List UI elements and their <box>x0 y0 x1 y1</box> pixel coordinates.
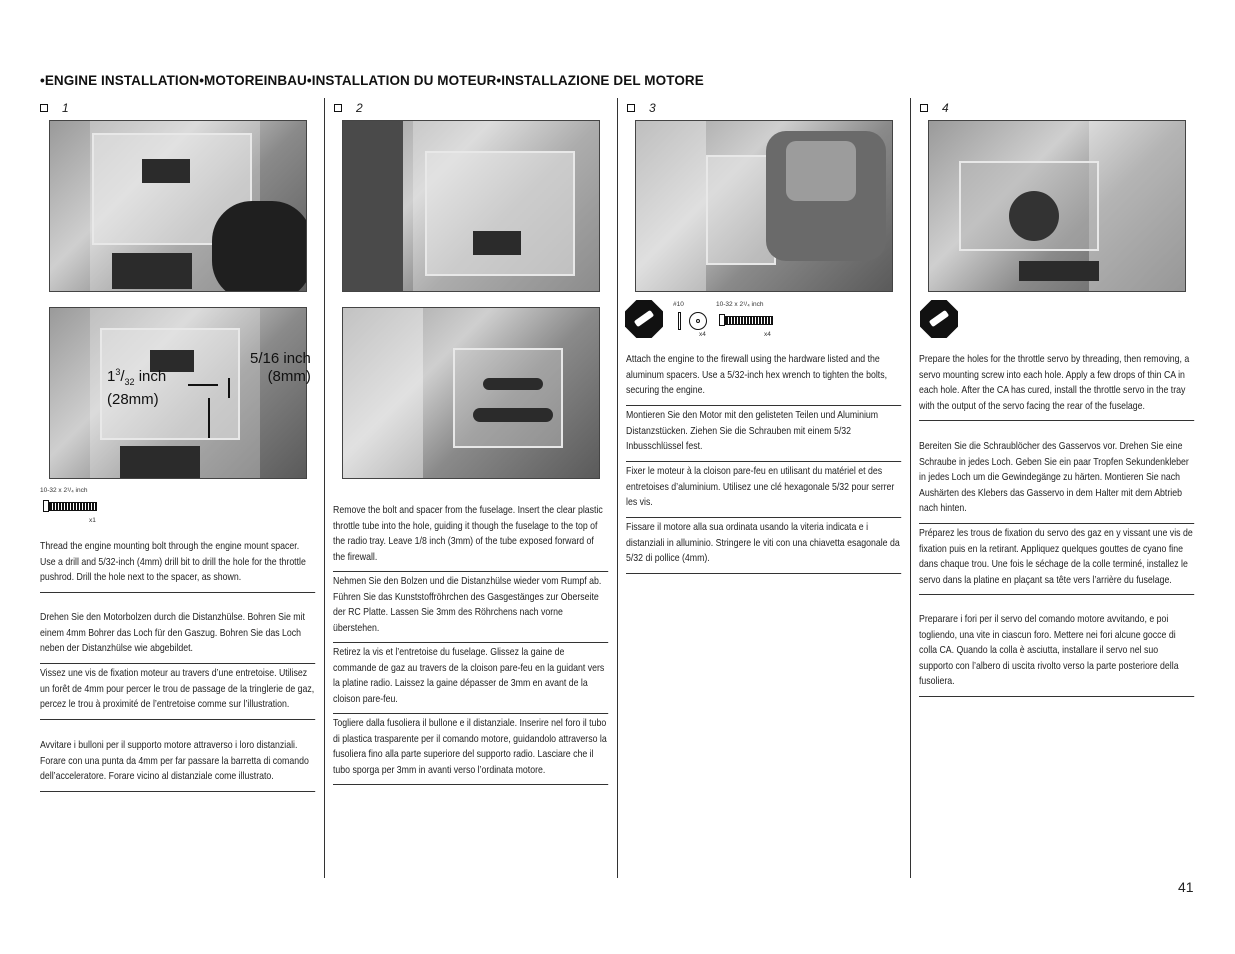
hardware-bolt-label: 10-32 x 2¹/₄ inch <box>40 487 88 494</box>
step-1-text-fr: Vissez une vis de fixation moteur au travers d’une entretoise. Utilisez un forêt de 4mm pour percer le trou de passage de la tringlerie de gaz, percez le trou à proximité de l’entretoise comme sur l’illustration. <box>40 666 315 720</box>
step-3-photo-engine <box>635 120 893 292</box>
step-1-photo-dimensions <box>49 307 307 479</box>
page-number: 41 <box>1178 879 1194 895</box>
step-4-number: 4 <box>942 101 949 115</box>
column-divider <box>617 98 618 878</box>
step-1-number: 1 <box>62 101 69 115</box>
step-3-text-de: Montieren Sie den Motor mit den gelisteten Teilen und Aluminium Distanzstücken. Ziehen Sie die Schrauben mit einem 5/32 Inbusschlüssel fest. <box>626 408 901 462</box>
step-2-photo-interior <box>342 307 600 479</box>
step-3-text-it: Fissare il motore alla sua ordinata usando la viteria indicata e i distanziali in alluminio. Stringere le viti con una chiavetta esagonale da 5/32 di pollice (4mm). <box>626 520 901 574</box>
step-4-text-en: Prepare the holes for the throttle servo by threading, then removing, a servo mounting screw into each hole. Apply a few drops of thin CA in each hole. After the CA has cured, install the throttle servo in the tray with the output of the servo facing the rear of the fuselage. <box>919 352 1194 421</box>
step-4-checkbox[interactable] <box>920 104 928 112</box>
step-2-photo-firewall <box>342 120 600 292</box>
step-2-text-it: Togliere dalla fusoliera il bullone e il distanziale. Inserire nel foro il tubo di plastica trasparente per il comando motore, guidandolo attraverso la fusoliera fino alla parte superiore del supporto radio. Lasciare che il tubo sporga per 3mm in avanti verso l’ordinata motore. <box>333 716 608 785</box>
step-3-checkbox[interactable] <box>627 104 635 112</box>
step-2-text-en: Remove the bolt and spacer from the fuselage. Insert the clear plastic throttle tube into the hole, guiding it though the fuselage to the top of the radio tray. Leave 1/8 inch (3mm) of the tube exposed forward of the firewall. <box>333 503 608 572</box>
step-4-photo-servo-tray <box>928 120 1186 292</box>
step-4-text-fr: Préparez les trous de fixation du servo des gaz en y vissant une vis de fixation puis en la retirant. Appliquez quelques gouttes de cyano fine dans chaque trou. Une fois le séchage de la colle terminé, installez le servo dans la platine en plaçant sa tête vers l’arrière du fuselage. <box>919 526 1194 595</box>
hardware-washer-label: #10 <box>673 301 684 308</box>
step-3-text-fr: Fixer le moteur à la cloison pare-feu en utilisant du matériel et des entretoises d’aluminium. Utilisez une clé hexagonale 5/32 pour serrer les vis. <box>626 464 901 518</box>
step-4-header <box>920 101 949 115</box>
step-2-text-fr: Retirez la vis et l’entretoise du fuselage. Glissez la gaine de commande de gaz au travers de la cloison pare-feu en la guidant vers la platine radio. Laissez la gaine dépasser de 3mm en avant de la cloison pare-feu. <box>333 645 608 714</box>
dimension-label-b: 5/16 inch (8mm) <box>250 350 311 385</box>
bolt-icon <box>719 314 773 326</box>
hardware-bolt-label: 10-32 x 2¹/₄ inch <box>716 301 764 308</box>
step-2-header <box>334 101 363 115</box>
dimension-label-a: $1^3/_{32}$ inch (28mm) <box>107 367 167 408</box>
hardware-washer-qty: x4 <box>699 331 706 338</box>
hardware-bolt-qty: x1 <box>89 517 96 524</box>
bolt-icon <box>43 500 97 512</box>
step-3-header <box>627 101 656 115</box>
column-divider <box>324 98 325 878</box>
ca-glue-icon <box>920 300 958 338</box>
step-4-text-de: Bereiten Sie die Schraublöcher des Gasservos vor. Drehen Sie eine Schraube in jedes Loch. Geben Sie ein paar Tropfen Sekundenkleber in jedes Loch um die Gewindegänge zu härten. Montieren Sie nach Aushärten des Klebers das Gasservo in dem Halter mit dem Abtrieb nach hinten. <box>919 439 1194 524</box>
step-3-text-en: Attach the engine to the firewall using the hardware listed and the aluminum spacers. Use a 5/32-inch hex wrench to tighten the bolts, securing the engine. <box>626 352 901 406</box>
step-2-number: 2 <box>356 101 363 115</box>
step-1-text-en: Thread the engine mounting bolt through the engine mount spacer. Use a drill and 5/32-inch (4mm) drill bit to drill the hole for the throttle pushrod. Drill the hole next to the spacer, as shown. <box>40 539 315 593</box>
page-title: •ENGINE INSTALLATION•MOTOREINBAU•INSTALLATION DU MOTEUR•INSTALLAZIONE DEL MOTORE <box>40 73 704 88</box>
step-1-text-de: Drehen Sie den Motorbolzen durch die Distanzhülse. Bohren Sie mit einem 4mm Bohrer das Loch für den Gaszug. Bohren Sie das Loch neben der Distanzhülse wie abgebildet. <box>40 610 315 664</box>
washer-icon <box>689 312 707 330</box>
hardware-bolt-qty: x4 <box>764 331 771 338</box>
step-1-header <box>40 101 69 115</box>
column-divider <box>910 98 911 878</box>
step-1-text-it: Avvitare i bulloni per il supporto motore attraverso i loro distanziali. Forare con una punta da 4mm per far passare la barretta di comando dell’acceleratore. Forare vicino al distanziale come illustrato. <box>40 738 315 792</box>
step-4-text-it: Preparare i fori per il servo del comando motore avvitando, e poi togliendo, una vite in ciascun foro. Mettere nei fori alcune gocce di colla CA. Quando la colla è asciutta, installare il servo nel suo supporto con l’albero di uscita rivolto verso la parte posteriore della fusoliera. <box>919 612 1194 697</box>
washer-icon <box>678 312 681 330</box>
step-1-checkbox[interactable] <box>40 104 48 112</box>
step-2-text-de: Nehmen Sie den Bolzen und die Distanzhülse wieder vom Rumpf ab. Führen Sie das Kunststoffröhrchen des Gasgestänges zur Oberseite der RC Platte. Lassen Sie 3mm des Röhrchens nach vorne überstehen. <box>333 574 608 643</box>
step-3-number: 3 <box>649 101 656 115</box>
step-2-checkbox[interactable] <box>334 104 342 112</box>
step-1-photo-drill <box>49 120 307 292</box>
hex-wrench-icon <box>625 300 663 338</box>
